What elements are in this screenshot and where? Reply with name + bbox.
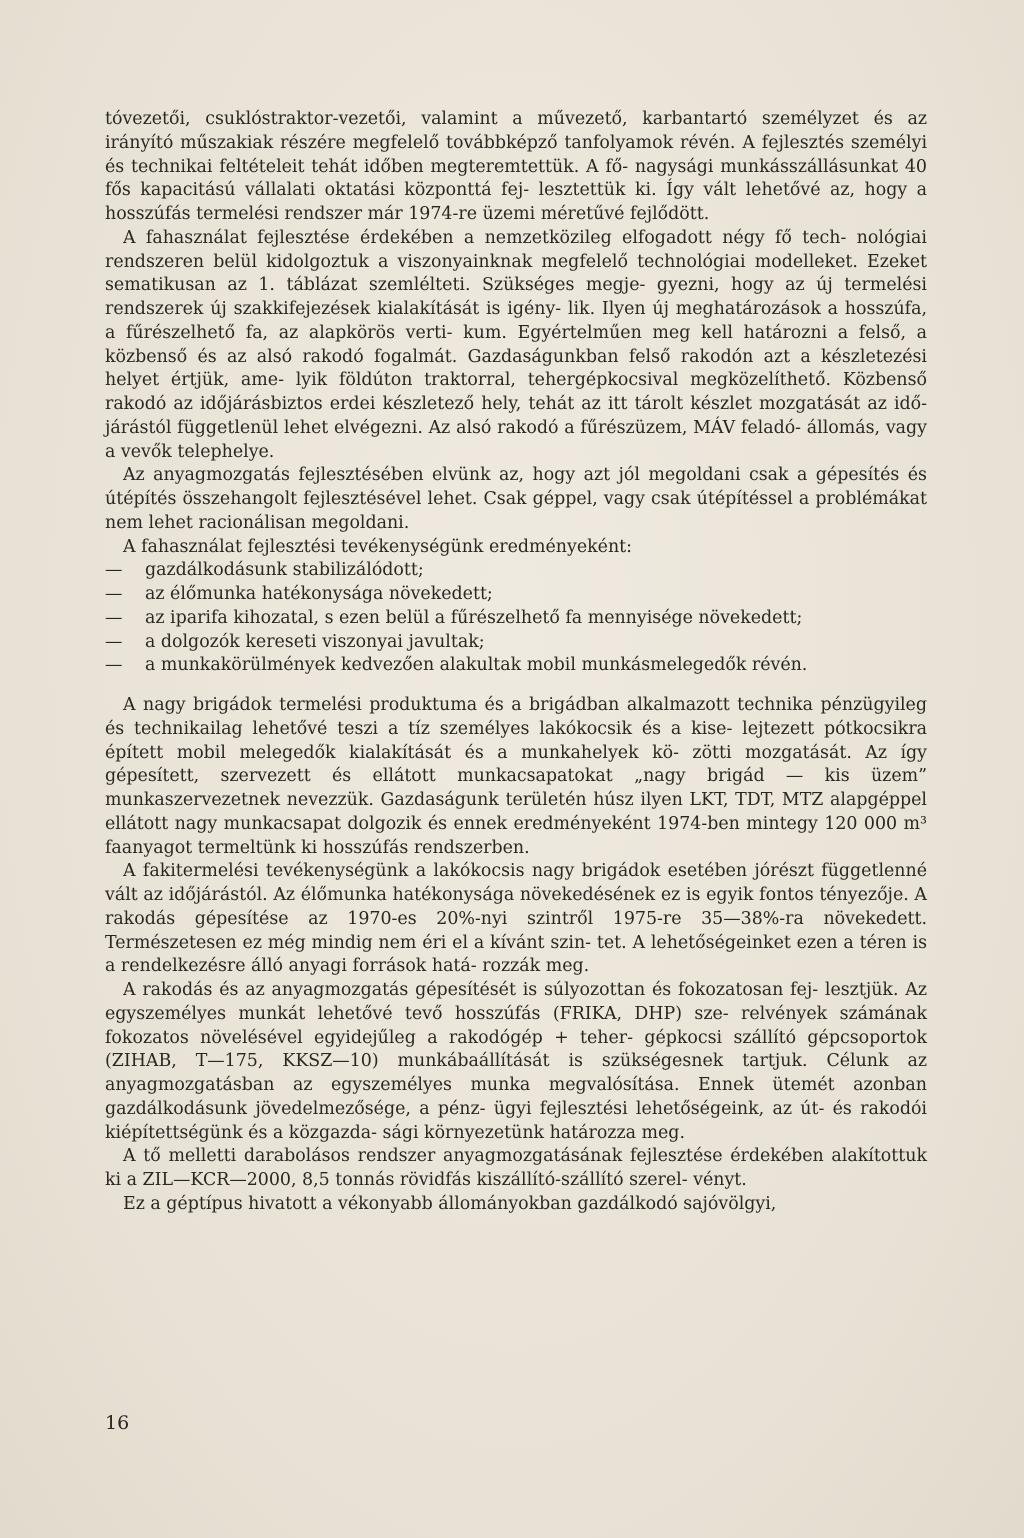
list-item	[105, 559, 927, 583]
list-item-text: a dolgozók kereseti viszonyai javultak;	[145, 631, 485, 652]
list-item	[105, 583, 927, 607]
paragraph-5: A nagy brigádok termelési produktuma és a brigádban alkalmazott technika pénzügyileg és technikailag lehetővé teszi a tíz személyes lakókocsik és a kise- lejtezett pótkocsikra épített mobil melegedők kialakítását és a munkahelyek kö- zötti mozgatását. Az így gépesített, szervezett és ellátott munkacsapatokat „nagy brigád — kis üzem” munkaszervezetnek nevezzük. Gazdaságunk területén húsz ilyen LKT, TDT, MTZ alapgéppel ellátott nagy munkacsapat dolgozik és ennek eredményeként 1974-ben mintegy 120 000 m³ faanyagot termeltünk ki hosszúfás rendszerben.	[105, 695, 927, 858]
dash-mark: —	[105, 560, 123, 581]
page-body	[105, 108, 927, 1217]
list-item-text: gazdálkodásunk stabilizálódott;	[145, 560, 424, 581]
list-item-text: a munkakörülmények kedvezően alakultak mobil munkásmelegedők révén.	[145, 655, 808, 676]
dash-mark: —	[105, 584, 123, 604]
list-item-text: az iparifa kihozatal, s ezen belül a fűrészelhető fa mennyisége növekedett;	[145, 607, 803, 628]
paragraph-1: tóvezetői, csuklóstraktor-vezetői, valamint a művezető, karbantartó személyzet és az irányító műszakiak részére megfelelő továbbképző tanfolyamok révén. A fejlesztés személyi és technikai feltételeit tehát időben megteremtettük. A fő- nagysági munkásszállásunkat 40 fős kapacitású vállalati oktatási központtá fej- lesztettük ki. Így vált lehetővé az, hogy a hosszúfás termelési rendszer már 1974-re üzemi méretűvé fejlődött.	[105, 109, 927, 224]
paragraph-3: Az anyagmozgatás fejlesztésében elvünk az, hogy azt jól megoldani csak a gépesítés és útépítés összehangolt fejlesztésével lehet. Csak géppel, vagy csak útépítéssel a problémákat nem lehet racionálisan megoldani.	[105, 465, 927, 533]
paragraph-6: A fakitermelési tevékenységünk a lakókocsis nagy brigádok esetében jórészt függetlenné vált az időjárástól. Az élőmunka hatékonysága növekedésének ez is egyik fontos tényezője. A rakodás gépesítése az 1970-es 20%-nyi szintről 1975-re 35—38%-ra növekedett. Természetesen ez még mindig nem éri el a kívánt szin- tet. A lehetőségeinket ezen a téren is a rendelkezésre álló anyagi források hatá- rozzák meg.	[105, 861, 927, 977]
list-item-text: az élőmunka hatékonysága növekedett;	[145, 584, 493, 604]
dash-mark: —	[105, 607, 123, 628]
list-item	[105, 631, 927, 655]
paragraph-2: A fahasználat fejlesztése érdekében a nemzetközileg elfogadott négy fő tech- nológiai rendszeren belül kidolgoztuk a viszonyainknak megfelelő technológiai modelleket. Ezeket sematikusan az 1. táblázat szemlélteti. Szükséges megje- gyezni, hogy az új termelési rendszerek új szakkifejezések kialakítását is igény- lik. Ilyen új meghatározások a hosszúfa, a fűrészelhető fa, az alapkörös verti- kum. Egyértelműen meg kell határozni a felső, a közbenső és az alsó rakodó fogalmát. Gazdaságunkban felső rakodón azt a készletezési helyet értjük, ame- lyik földúton traktorral, tehergépkocsival megközelíthető. Közbenső rakodó az időjárásbiztos erdei készletező hely, tehát az itt tárolt készlet mozgatását az idő- járástól függetlenül lehet elvégezni. Az alsó rakodó a fűrészüzem, MÁV feladó- állomás, vagy a vevők telephelye.	[105, 227, 927, 462]
paragraph-8: A tő melletti darabolásos rendszer anyagmozgatásának fejlesztése érdekében alakítottuk ki a ZIL—KCR—2000, 8,5 tonnás rövidfás kiszállító-szállító szerel- vényt.	[105, 1146, 927, 1190]
paragraph-7: A rakodás és az anyagmozgatás gépesítését is súlyozottan és fokozatosan fej- lesztjük. Az egyszemélyes munkát lehetővé tevő hosszúfás (FRIKA, DHP) sze- relvények számának fokozatos növelésével egyidejűleg a rakodógép + teher- gépkocsi szállító gépcsoportok (ZIHAB, T—175, KKSZ—10) munkábaállítását is szükségesnek tartjuk. Célunk az anyagmozgatásban az egyszemélyes munka megvalósítása. Ennek ütemét azonban gazdálkodásunk jövedelmezősége, a pénz- ügyi fejlesztési lehetőségeink, az út- és rakodói kiépítettségünk és a közgazda- sági környezetünk határozza meg.	[105, 980, 927, 1143]
paragraph-4: A fahasználat fejlesztési tevékenységünk eredményeként:	[123, 536, 632, 557]
list-item	[105, 654, 927, 678]
dash-mark: —	[105, 631, 123, 652]
dash-mark: —	[105, 655, 123, 676]
page-number: 16	[105, 1412, 130, 1434]
paragraph-9: Ez a géptípus hivatott a vékonyabb állományokban gazdálkodó sajóvölgyi,	[123, 1193, 777, 1214]
list-item	[105, 607, 927, 631]
